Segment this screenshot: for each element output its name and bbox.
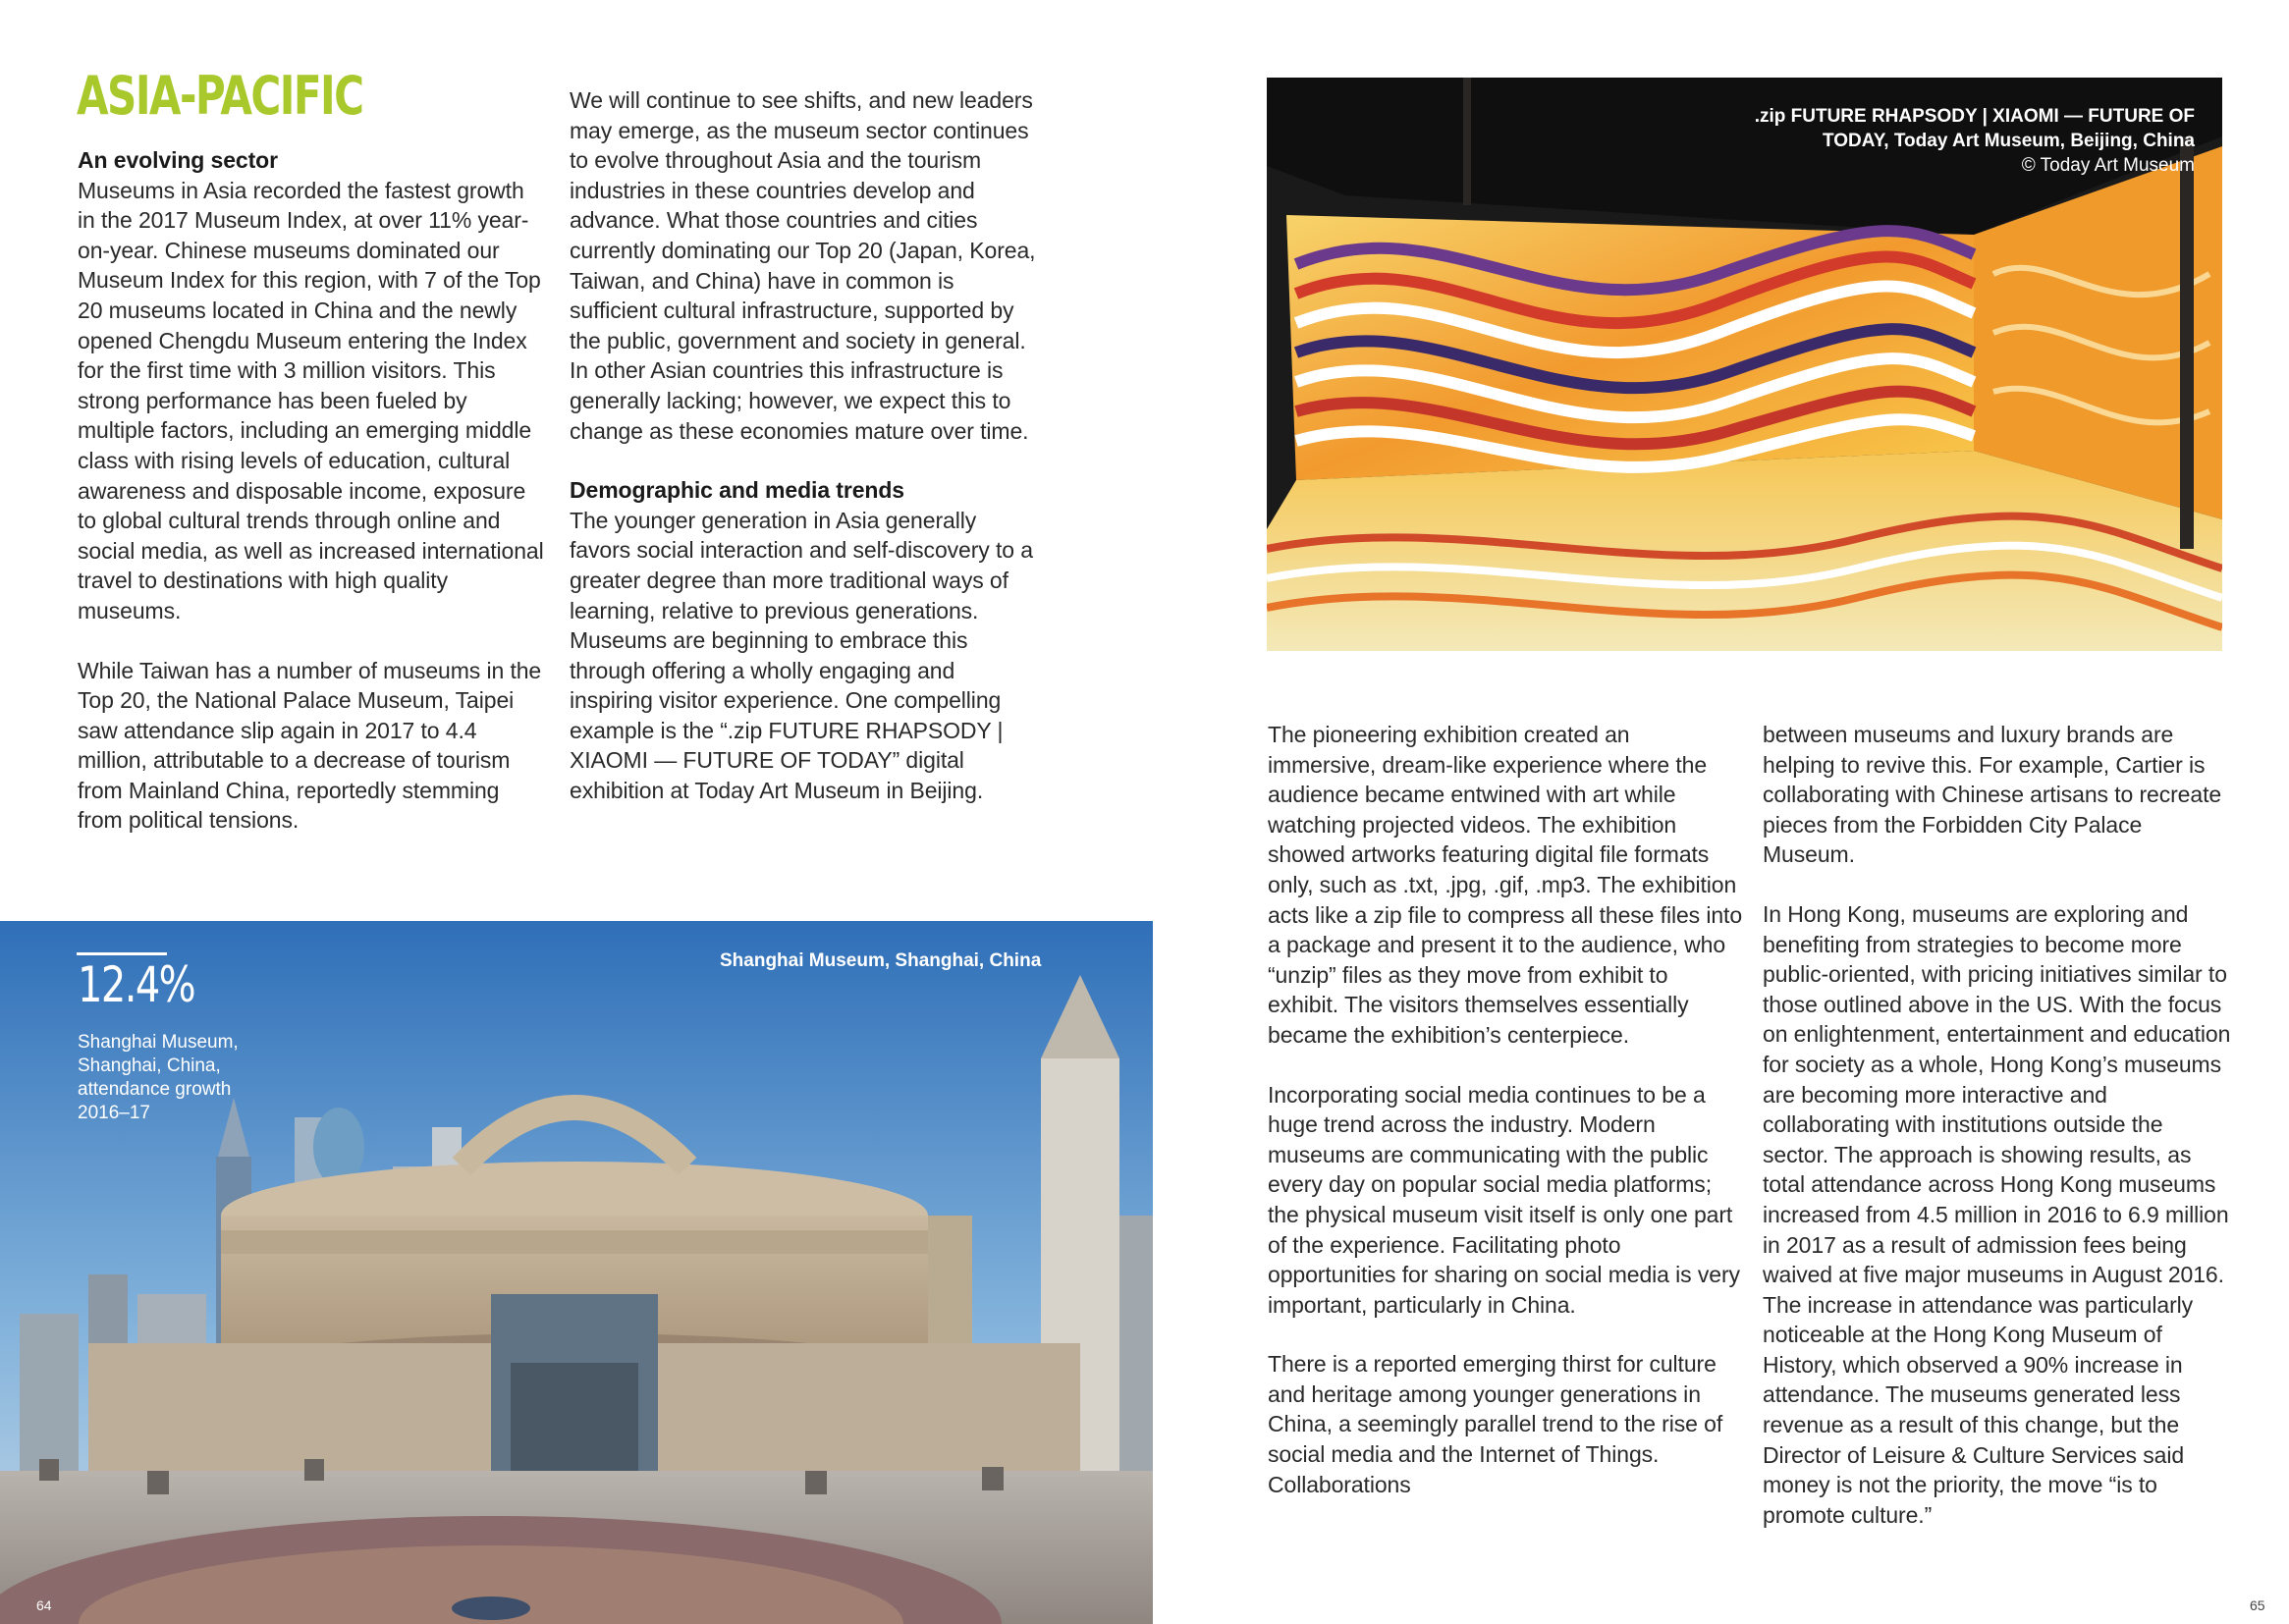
- heading-demographic-trends: Demographic and media trends: [570, 477, 904, 504]
- paragraph: The younger generation in Asia generally favors social interaction and self-discovery to a greater degree than more traditional ways of learning, relative to previous generations. Museums are beginning to embrace this through offering a wholly engaging and inspiring visitor experience. One compelling example is the “.zip FUTURE RHAPSODY | XIAOMI — FUTURE OF TODAY” digital exhibition at Today Art Museum in Beijing.: [570, 507, 1033, 804]
- text-column-4: [1763, 720, 2234, 1559]
- section-title: ASIA-PACIFIC: [77, 65, 363, 127]
- photo-caption-exhibition: [1630, 104, 2195, 178]
- paragraph: While Taiwan has a number of museums in the Top 20, the National Palace Museum, Taipei saw attendance slip again in 2017 to 4.4 million, attributable to a decrease of tourism from Mainland China, reportedly stemming from political tensions.: [78, 657, 542, 834]
- paragraph: Museums in Asia recorded the fastest growth in the 2017 Museum Index, at over 11% year-on-year. Chinese museums dominated our Museum Index for this region, with 7 of the Top 20 museums located in China and the newly opened Chengdu Museum entering the Index for the first time with 3 million visitors. This strong performance has been fueled by multiple factors, including an emerging middle class with rising levels of education, cultural awareness and disposable income, exposure to global cultural trends through online and social media, as well as increased international travel to destinations with high quality museums.: [78, 177, 544, 623]
- heading-evolving-sector: An evolving sector: [78, 147, 278, 173]
- paragraph: The pioneering exhibition created an immersive, dream-like experience where the audience became entwined with art while watching projected videos. The exhibition showed artworks featuring digital file formats only, such as .txt, .jpg, .gif, .mp3. The exhibition acts like a zip file to compress all these files into a package and present it to the audience, who “unzip” files as they move from exhibit to exhibit. The visitors themselves essentially became the exhibition’s centerpiece.: [1268, 722, 1743, 1048]
- caption-credit: © Today Art Museum: [2021, 155, 2195, 176]
- text-column-2: [570, 85, 1039, 836]
- paragraph: There is a reported emerging thirst for culture and heritage among younger generations in China, a seemingly parallel trend to the rise of social media and the Internet of Things. Collaborations: [1268, 1351, 1723, 1497]
- shanghai-museum-illustration: [0, 921, 1153, 1624]
- paragraph: between museums and luxury brands are helping to revive this. For example, Cartier is collaborating with Chinese artisans to recreate pieces from the Forbidden City Palace Museum.: [1763, 722, 2222, 868]
- text-column-3: [1268, 720, 1743, 1529]
- text-column-1: [78, 145, 547, 865]
- paragraph: In Hong Kong, museums are exploring and benefiting from strategies to become more public-oriented, with pricing initiatives similar to those outlined above in the US. With the focus on enlightenment, entertainment and education for society as a whole, Hong Kong’s museums are becoming more interactive and collaborating with institutions outside the sector. The approach is showing results, as total attendance across Hong Kong museums increased from 4.5 million in 2016 to 6.9 million in 2017 as a result of admission fees being waived at five major museums in August 2016. The increase in attendance was particularly noticeable at the Hong Kong Museum of History, which observed a 90% increase in attendance. The museums generated less revenue as a result of this change, but the Director of Leisure & Culture Services said money is not the priority, the move “is to promote culture.”: [1763, 900, 2231, 1528]
- page-number-left: 64: [36, 1597, 52, 1613]
- paragraph: Incorporating social media continues to be a huge trend across the industry. Modern museums are communicating with the public every day on popular social media platforms; the physical museum visit itself is only one part of the experience. Facilitating photo opportunities for sharing on social media is very important, particularly in China.: [1268, 1081, 1740, 1318]
- paragraph: We will continue to see shifts, and new leaders may emerge, as the museum sector continues to evolve throughout Asia and the tourism industries in these countries develop and advance. What those countries and cities currently dominating our Top 20 (Japan, Korea, Taiwan, and China) have in common is sufficient cultural infrastructure, supported by the public, government and society in general. In other Asian countries this infrastructure is generally lacking; however, we expect this to change as these economies mature over time.: [570, 87, 1036, 444]
- photo-caption-shanghai: Shanghai Museum, Shanghai, China: [720, 950, 1042, 971]
- caption-line-1: .zip FUTURE RHAPSODY | XIAOMI — FUTURE OF: [1754, 106, 2195, 127]
- page-number-right: 65: [2250, 1597, 2265, 1613]
- stat-value: 12.4%: [78, 956, 195, 1013]
- stat-label: Shanghai Museum, Shanghai, China, attendance growth 2016–17: [78, 1032, 239, 1123]
- caption-line-2: TODAY, Today Art Museum, Beijing, China: [1823, 131, 2195, 151]
- shanghai-museum-photo: [0, 921, 1153, 1624]
